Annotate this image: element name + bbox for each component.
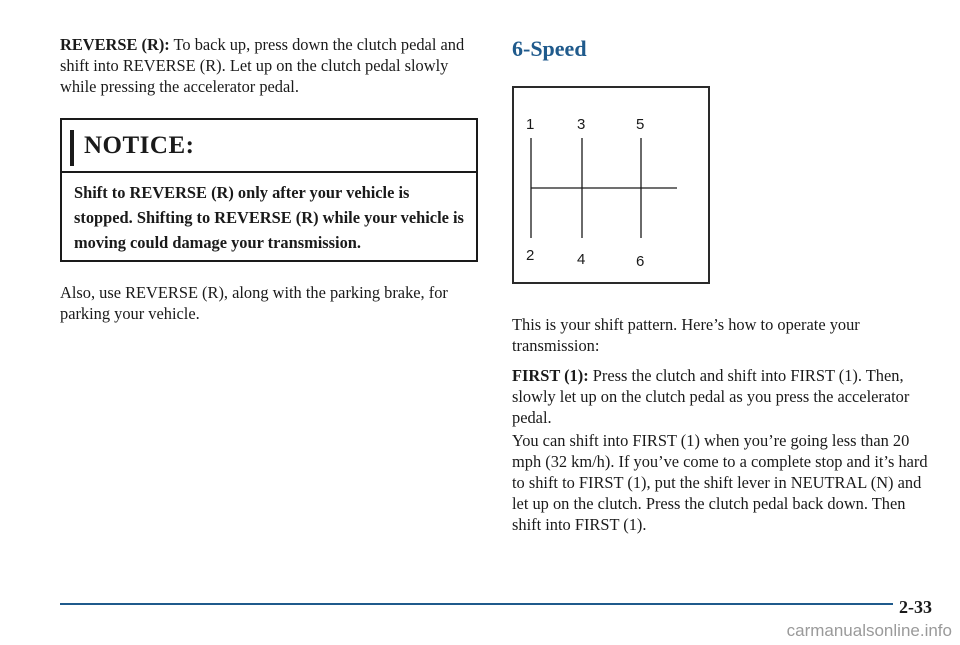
also-paragraph: Also, use REVERSE (R), along with the parking brake, for parking your vehicle.	[60, 283, 448, 323]
footer-rule	[60, 603, 896, 605]
first-text: Press the clutch and shift into FIRST (1). Then, slowly let up on the clutch pedal as you press the accelerator pedal.	[512, 366, 910, 427]
notice-title: NOTICE:	[84, 132, 195, 159]
reverse-text: To back up, press down the clutch pedal and shift into REVERSE (R). Let up on the clutch pedal slowly while pressing the accelerator pedal.	[60, 35, 465, 96]
first-paragraph	[512, 365, 932, 428]
notice-accent-bar	[70, 130, 74, 166]
shift-pattern-diagram	[512, 86, 710, 284]
reverse-label: REVERSE (R):	[60, 35, 170, 54]
watermark: carmanualsonline.info	[786, 621, 952, 640]
gear-label-5: 5	[636, 116, 645, 133]
shift-pattern-svg	[514, 88, 712, 286]
gear-label-4: 4	[577, 251, 586, 268]
gear-label-2: 2	[526, 247, 535, 264]
gear-label-3: 3	[577, 116, 586, 133]
first-gear-tip-paragraph: You can shift into FIRST (1) when you’re going less than 20 mph (32 km/h). If you’ve come to a complete stop and it’s hard to shift to FIRST (1), put the shift lever in NEUTRAL (N) and let up on the clutch. Press the clutch pedal back down. Then shift into FIRST (1).	[512, 431, 928, 534]
section-title: 6-Speed	[512, 36, 587, 61]
reverse-paragraph	[60, 34, 480, 97]
gear-label-1: 1	[526, 116, 535, 133]
shift-pattern-paragraph: This is your shift pattern. Here’s how to operate your transmission:	[512, 315, 860, 355]
notice-title-bar	[62, 120, 476, 173]
gear-label-6: 6	[636, 253, 645, 270]
page-number: 2-33	[893, 597, 932, 618]
notice-box	[60, 118, 478, 262]
first-label: FIRST (1):	[512, 366, 589, 385]
notice-text: Shift to REVERSE (R) only after your vehicle is stopped. Shifting to REVERSE (R) while your vehicle is moving could damage your transmission.	[74, 183, 464, 252]
